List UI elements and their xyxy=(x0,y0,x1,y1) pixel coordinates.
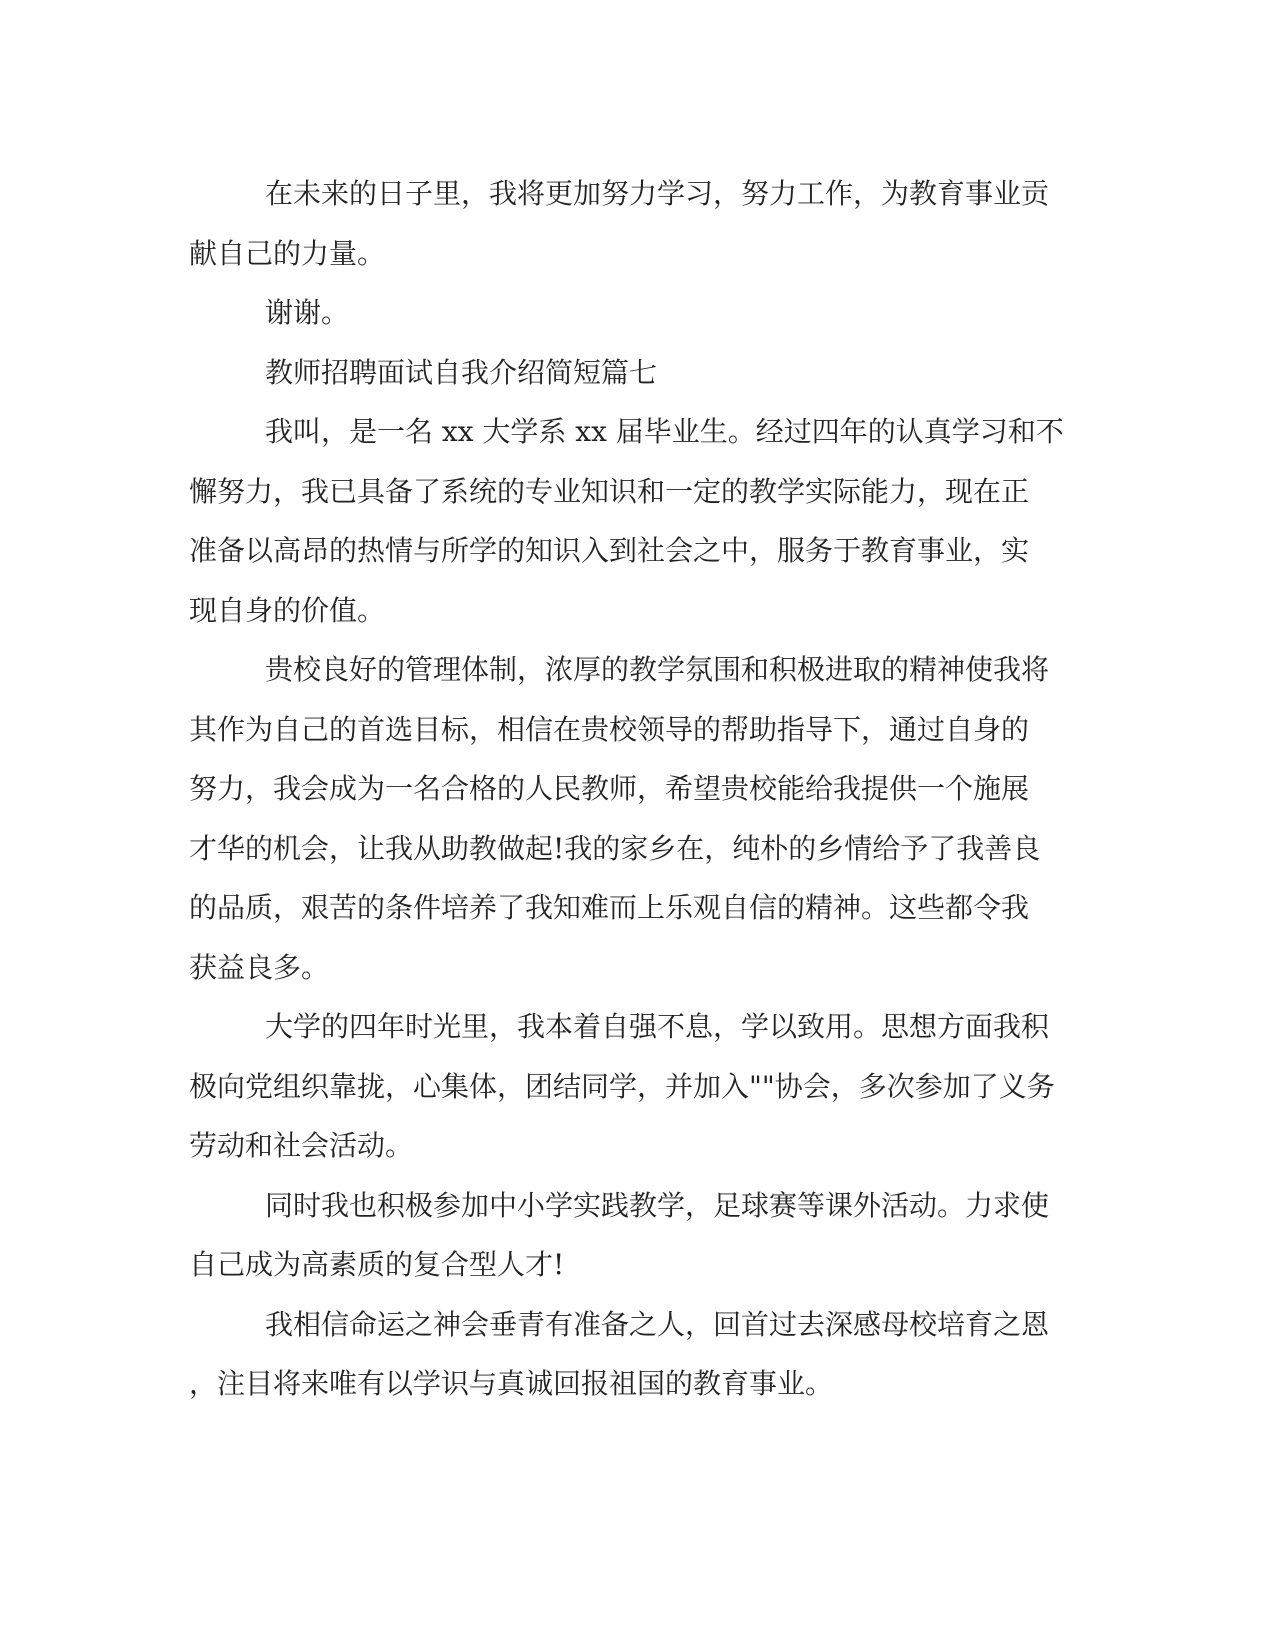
paragraph-thanks: 谢谢。 xyxy=(265,296,350,329)
section-heading: 教师招聘面试自我介绍简短篇七 xyxy=(265,355,658,389)
paragraph-university-life: 大学的四年时光里，我本着自强不息，学以致用。思想方面我积 极向党组织靠拢，心集体，团结同学，并加入""协会，多次参加了义务 劳动和社会活动。 xyxy=(189,1010,1055,1162)
document-body xyxy=(189,164,1079,1414)
paragraph-closing-remark: 在未来的日子里，我将更加努力学习，努力工作，为教育事业贡 献自己的力量。 xyxy=(189,177,1050,270)
paragraph-activities: 同时我也积极参加中小学实践教学，足球赛等课外活动。力求使 自己成为高素质的复合型人才! xyxy=(189,1188,1050,1281)
paragraph-school-preference: 贵校良好的管理体制，浓厚的教学氛围和积极进取的精神使我将 其作为自己的首选目标，相信在贵校领导的帮助指导下，通过自身的 努力，我会成为一名合格的人民教师，希望贵校能给我提供一个施展 才华的机会，让我从助教做起!我的家乡在，纯朴的乡情给予了我善良 的品质，艰苦的条件培养了我知难而上乐观自信的精神。这些都令我 获益良多。 xyxy=(189,653,1050,984)
paragraph-introduction: 我叫，是一名 xx 大学系 xx 届毕业生。经过四年的认真学习和不 懈努力，我已具备了系统的专业知识和一定的教学实际能力，现在正 准备以高昂的热情与所学的知识入到社会之中，服务于教育事业，实 现自身的价值。 xyxy=(189,415,1064,627)
paragraph-conclusion: 我相信命运之神会垂青有准备之人，回首过去深感母校培育之恩 ，注目将来唯有以学识与真诚回报祖国的教育事业。 xyxy=(189,1307,1050,1400)
